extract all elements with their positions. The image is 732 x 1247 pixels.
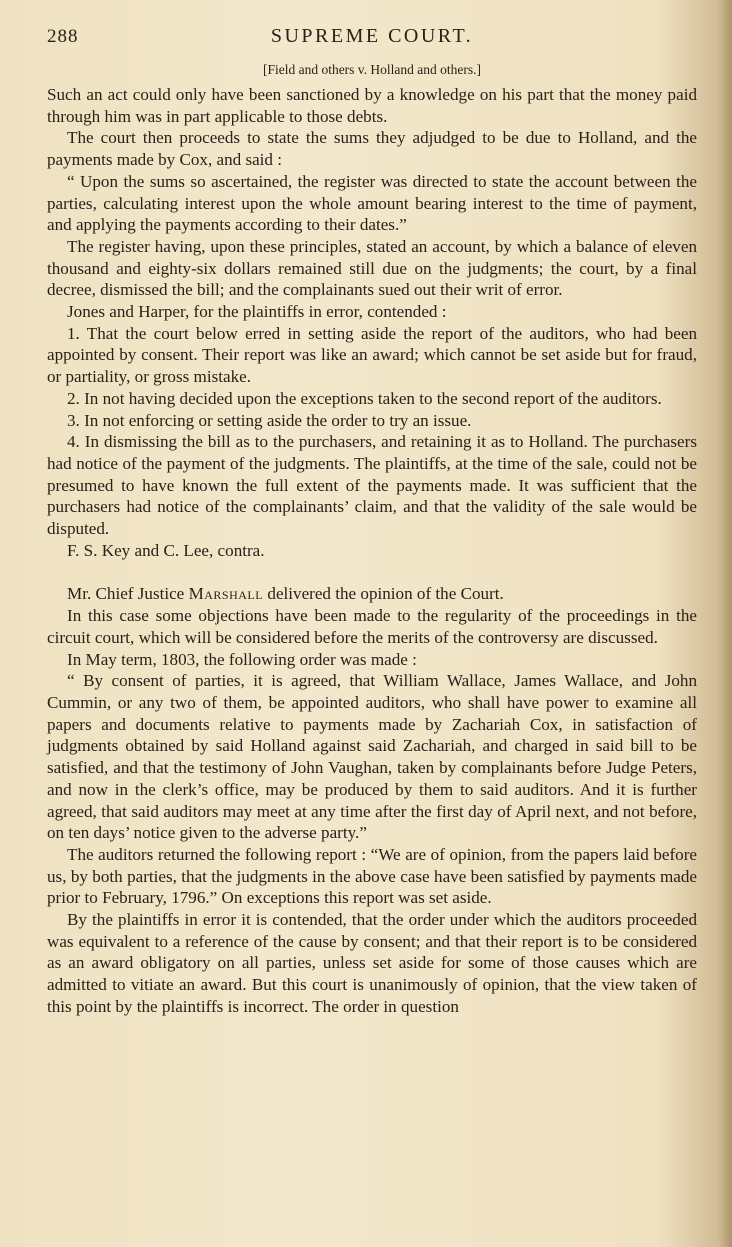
page-gutter-shadow <box>718 0 732 1247</box>
numbered-point: 3. In not enforcing or setting aside the order to try an issue. <box>67 410 472 430</box>
case-caption: [Field and others v. Holland and others.] <box>262 62 482 77</box>
body-text <box>47 84 697 1018</box>
page-number: 288 <box>47 26 79 47</box>
paragraph: In May term, 1803, the following order was made : <box>67 649 417 669</box>
paragraph: The auditors returned the following report : “We are of opinion, from the papers laid before us, by both parties, that the judgments in the above case have been satisfied by payments made prior to February, 1796.” On exceptions this report was set aside. <box>47 844 697 908</box>
opinion-intro-rest: delivered the opinion of the Court. <box>267 584 504 604</box>
opinion-intro-prefix: Mr. Chief Justice <box>67 584 185 604</box>
paragraph: Such an act could only have been sanctioned by a knowledge on his part that the money paid through him was in part applicable to those debts. <box>47 85 697 126</box>
paragraph: Jones and Harper, for the plaintiffs in error, contended : <box>67 302 447 322</box>
quoted-paragraph: “ Upon the sums so ascertained, the register was directed to state the account between the parties, calculating interest upon the whole amount bearing interest to the time of payment, and applying the payments according to their dates.” <box>47 171 697 235</box>
justice-name: Marshall <box>188 584 264 604</box>
paragraph: The register having, upon these principles, stated an account, by which a balance of eleven thousand and eighty-six dollars remained still due on the judgments; the court, by a final decree, dismissed the bill; and the complainants sued out their writ of error. <box>47 236 697 300</box>
numbered-point: 2. In not having decided upon the exceptions taken to the second report of the auditors. <box>67 388 662 408</box>
quoted-order: “ By consent of parties, it is agreed, that William Wallace, James Wallace, and John Cummin, or any two of them, be appointed auditors, who shall have power to examine all papers and documents relative to payments made by Zachariah Cox, in satisfaction of judgments obtained by said Holland against said Zachariah, and charged in said bill to be satisfied, and that the testimony of John Vaughan, taken by complainants before Judge Peters, and now in the clerk’s office, may be produced by them to said auditors. And it is further agreed, that said auditors may meet at any time after the first day of April next, and not before, on ten days’ notice given to the adverse party.” <box>47 671 697 843</box>
page-header <box>47 22 697 52</box>
numbered-point: 1. That the court below erred in setting aside the report of the auditors, who had been appointed by consent. Their report was like an award; which cannot be set aside but for fraud, or partiality, or gross mistake. <box>47 323 697 387</box>
opinion-intro <box>47 583 697 605</box>
numbered-point: 4. In dismissing the bill as to the purchasers, and retaining it as to Holland. The purchasers had notice of the payment of the judgments. The plaintiffs, at the time of the sale, could not be presumed to have known the full extent of the payments made. It was sufficient that the purchasers had notice of the complainants’ claim, and that the validity of the sale would be disputed. <box>47 432 697 539</box>
counsel-line: F. S. Key and C. Lee, contra. <box>67 540 265 560</box>
paragraph: The court then proceeds to state the sums they adjudged to be due to Holland, and the payments made by Cox, and said : <box>47 128 697 170</box>
paragraph: In this case some objections have been made to the regularity of the proceedings in the circuit court, which will be considered before the merits of the controversy are discussed. <box>47 606 697 647</box>
paragraph: By the plaintiffs in error it is contended, that the order under which the auditors proceeded was equivalent to a reference of the cause by consent; and that their report is to be considered as an award obligatory on all parties, unless set aside for some of those causes which are admitted to vitiate an award. But this court is unanimously of opinion, that the view taken of this point by the plaintiffs is incorrect. The order in question <box>47 910 697 1016</box>
running-head: SUPREME COURT. <box>270 25 474 47</box>
